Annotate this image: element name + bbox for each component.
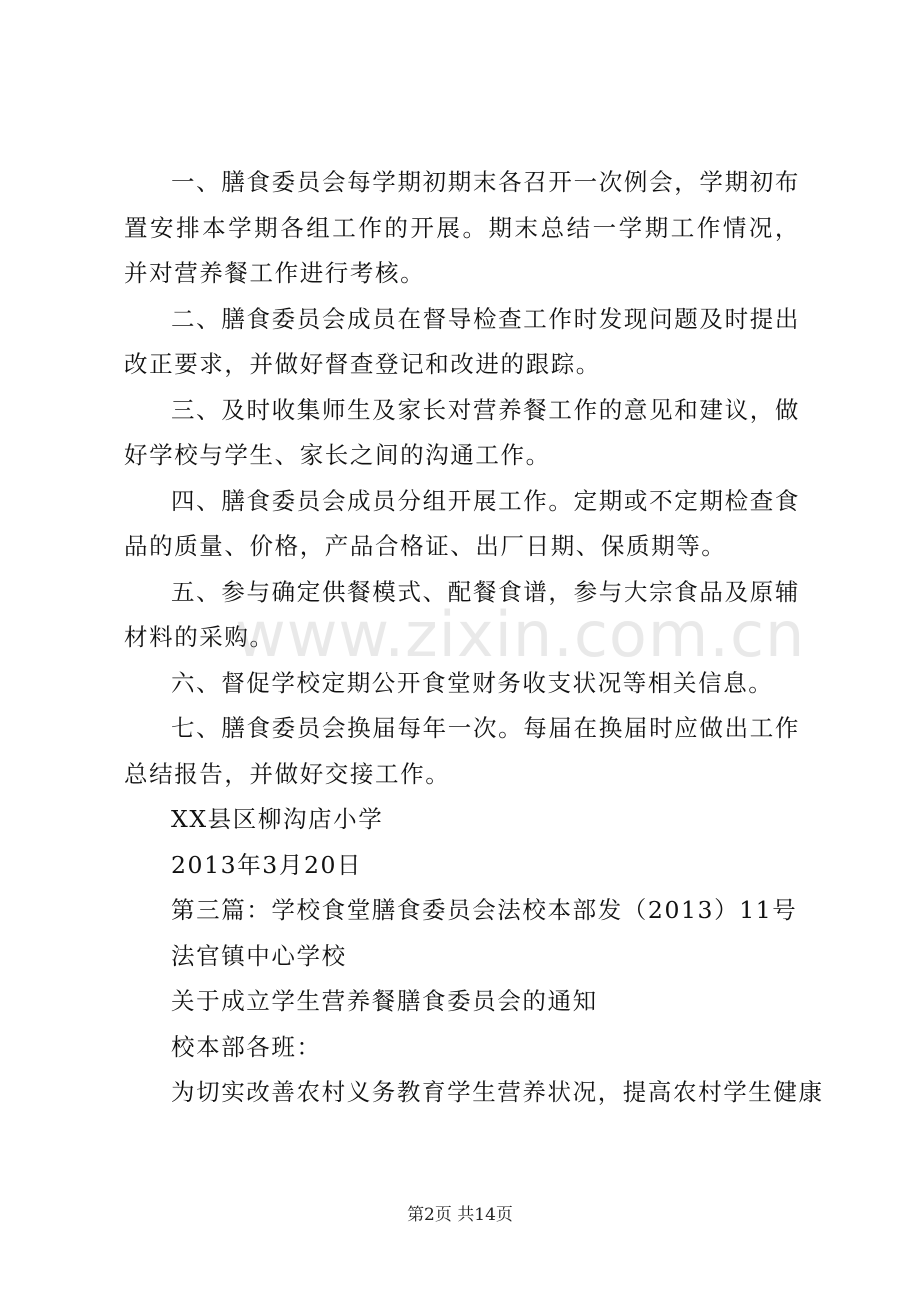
section-title: 第三篇：学校食堂膳食委员会法校本部发（2013）11号 [171, 896, 798, 924]
watermark-text: www.zixin.com.cn [235, 598, 806, 671]
document-body [124, 160, 824, 1116]
paragraph-6: 六、督促学校定期公开食堂财务收支状况等相关信息。 [171, 668, 774, 697]
paragraph-1: 一、膳食委员会每学期初期末各召开一次例会，学期初布置安排本学期各组工作的开展。期末总结一学期工作情况，并对营养餐工作进行考核。 [124, 168, 800, 287]
paragraph-2: 二、膳食委员会成员在督导检查工作时发现问题及时提出改正要求，并做好督查登记和改进的跟踪。 [124, 304, 800, 378]
signature-line: XX县区柳沟店小学 [171, 805, 384, 833]
notice-title: 关于成立学生营养餐膳食委员会的通知 [171, 987, 598, 1015]
page-footer: 第2页 共14页 [407, 1205, 513, 1225]
school-name: 法官镇中心学校 [171, 941, 347, 970]
date-line: 2013年3月20日 [171, 850, 363, 879]
salutation-line: 校本部各班： [171, 1032, 322, 1061]
paragraph-4: 四、膳食委员会成员分组开展工作。定期或不定期检查食品的质量、价格，产品合格证、出厂日期、保质期等。 [124, 486, 800, 560]
paragraph-5: 五、参与确定供餐模式、配餐食谱，参与大宗食品及原辅材料的采购。 [124, 577, 800, 651]
intro-line: 为切实改善农村义务教育学生营养状况，提高农村学生健康 [171, 1078, 824, 1106]
paragraph-3: 三、及时收集师生及家长对营养餐工作的意见和建议，做好学校与学生、家长之间的沟通工作。 [124, 395, 800, 469]
paragraph-7: 七、膳食委员会换届每年一次。每届在换届时应做出工作总结报告，并做好交接工作。 [124, 714, 800, 788]
